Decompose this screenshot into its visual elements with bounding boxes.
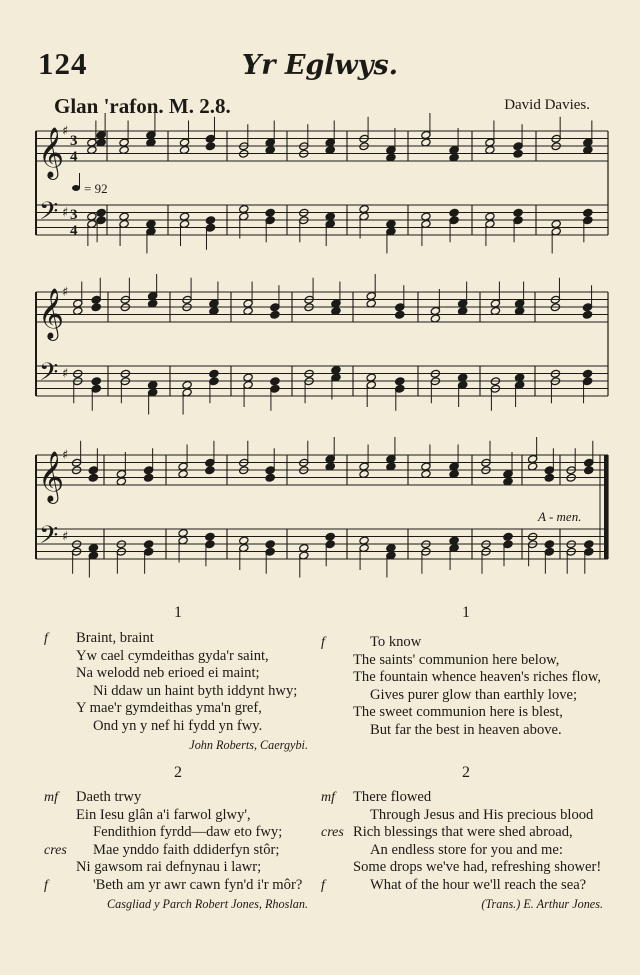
verse-line: Ni gawsom rai defnynau i lawr;: [76, 859, 262, 875]
verse-line: The sweet communion here is blest,: [353, 704, 563, 720]
quarter-note: [205, 532, 215, 541]
verse-line: f What of the hour we'll reach the sea?: [321, 876, 587, 893]
verse-line: f Braint, braint: [44, 630, 154, 646]
dynamic-mark: f: [44, 631, 48, 646]
welsh-verse: [44, 789, 308, 914]
verse-line: f 'Beth am yr awr cawn fyn'd i'r môr?: [44, 876, 303, 893]
sharp-sign: ♯: [62, 448, 69, 463]
quarter-note: [205, 466, 215, 475]
amen-label: A - men.: [538, 509, 582, 524]
english-verse-number: 1: [462, 604, 470, 621]
dynamic-mark: f: [321, 635, 325, 650]
quarter-note: [88, 473, 98, 482]
verse-line: mf Daeth trwy: [44, 789, 142, 805]
quarter-note: [144, 540, 154, 549]
quarter-note: [584, 540, 594, 549]
attribution: John Roberts, Caergybi.: [189, 738, 308, 752]
quarter-note: [209, 369, 219, 378]
bass-clef: 𝄢: [39, 197, 59, 232]
time-signature: 4: [70, 149, 78, 165]
quarter-note: [582, 310, 592, 319]
verse-line: mf There flowed: [321, 789, 432, 805]
quarter-note: [582, 369, 592, 378]
treble-clef: 𝄞: [38, 451, 65, 502]
quarter-note: [513, 208, 523, 217]
quarter-note: [513, 149, 523, 158]
time-signature: 3: [70, 207, 78, 223]
quarter-note-tempo: [72, 185, 80, 191]
verse-line: cres Mae ynddo faith ddiderfyn stôr;: [44, 841, 280, 858]
sharp-sign: ♯: [62, 366, 69, 382]
quarter-note: [395, 310, 405, 319]
bass-clef: 𝄢: [39, 358, 59, 393]
treble-clef: 𝄞: [38, 127, 65, 178]
quarter-note: [270, 377, 280, 386]
verse-line: Fendithion fyrdd—daw eto fwy;: [93, 824, 283, 840]
dynamic-mark: f: [321, 877, 325, 893]
quarter-note: [544, 540, 554, 549]
composer-name: David Davies.: [504, 97, 590, 113]
sharp-sign: ♯: [62, 205, 69, 221]
quarter-note: [144, 473, 154, 482]
dynamic-mark: cres: [321, 825, 344, 840]
quarter-note: [91, 377, 101, 386]
time-signature: 3: [70, 133, 78, 149]
verse-line: Through Jesus and His precious blood: [370, 806, 594, 823]
verse-line: Some drops we've had, refreshing shower!: [353, 859, 602, 875]
treble-clef: 𝄞: [38, 288, 65, 339]
quarter-note: [395, 377, 405, 386]
verse-line: Ond yn y nef hi fydd yn fwy.: [93, 717, 263, 734]
english-verse: [321, 634, 603, 739]
verse-line: Y mae'r gymdeithas yma'n gref,: [76, 700, 262, 716]
verse-line: Yw cael cymdeithas gyda'r saint,: [76, 647, 269, 664]
verse-line: Ni ddaw un haint byth iddynt hwy;: [93, 682, 298, 699]
quarter-note: [205, 216, 215, 225]
sharp-sign: ♯: [62, 285, 69, 300]
quarter-note: [325, 532, 335, 541]
quarter-note: [96, 208, 106, 217]
welsh-verse-number: 1: [174, 604, 182, 621]
verse-line: f To know: [321, 634, 422, 650]
dynamic-mark: f: [44, 877, 48, 893]
verse-line: Gives purer glow than earthly love;: [370, 686, 578, 703]
english-verse: [321, 789, 603, 914]
dynamic-mark: mf: [321, 790, 335, 805]
quarter-note: [544, 473, 554, 482]
verse-line: The fountain whence heaven's riches flow,: [353, 669, 602, 685]
attribution: Casgliad y Parch Robert Jones, Rhoslan.: [107, 897, 308, 911]
quarter-note: [583, 208, 593, 217]
time-signature: 4: [70, 223, 78, 239]
dynamic-mark: cres: [44, 842, 67, 858]
bass-clef: 𝄢: [39, 521, 59, 556]
verse-line: An endless store for you and me:: [370, 841, 563, 858]
page-number: 124: [38, 46, 88, 81]
quarter-note: [503, 532, 513, 541]
verse-line: Na welodd neb erioed ei maint;: [76, 665, 260, 681]
verse-line: Ein Iesu glân a'i farwol glwy',: [76, 806, 251, 823]
verse-line: cres Rich blessings that were shed abroad,: [321, 824, 573, 840]
sharp-sign: ♯: [62, 529, 69, 545]
quarter-note: [265, 540, 275, 549]
attribution: (Trans.) E. Arthur Jones.: [481, 897, 603, 911]
quarter-note: [265, 208, 275, 217]
quarter-note: [91, 303, 101, 312]
final-barline: [604, 455, 608, 559]
welsh-verse: [44, 630, 308, 755]
quarter-note: [584, 466, 594, 475]
page-title: Yr Eglwys.: [241, 50, 399, 81]
quarter-note: [265, 473, 275, 482]
quarter-note: [449, 208, 459, 217]
verse-line: But far the best in heaven above.: [370, 721, 562, 738]
welsh-verse-number: 2: [174, 764, 182, 781]
tune-name: Glan 'rafon. M. 2.8.: [54, 94, 231, 118]
verse-line: The saints' communion here below,: [353, 651, 560, 668]
tempo-marking: = 92: [84, 181, 108, 196]
quarter-note: [205, 142, 215, 151]
sharp-sign: ♯: [62, 124, 69, 139]
english-verse-number: 2: [462, 764, 470, 781]
quarter-note: [270, 310, 280, 319]
dynamic-mark: mf: [44, 790, 58, 805]
